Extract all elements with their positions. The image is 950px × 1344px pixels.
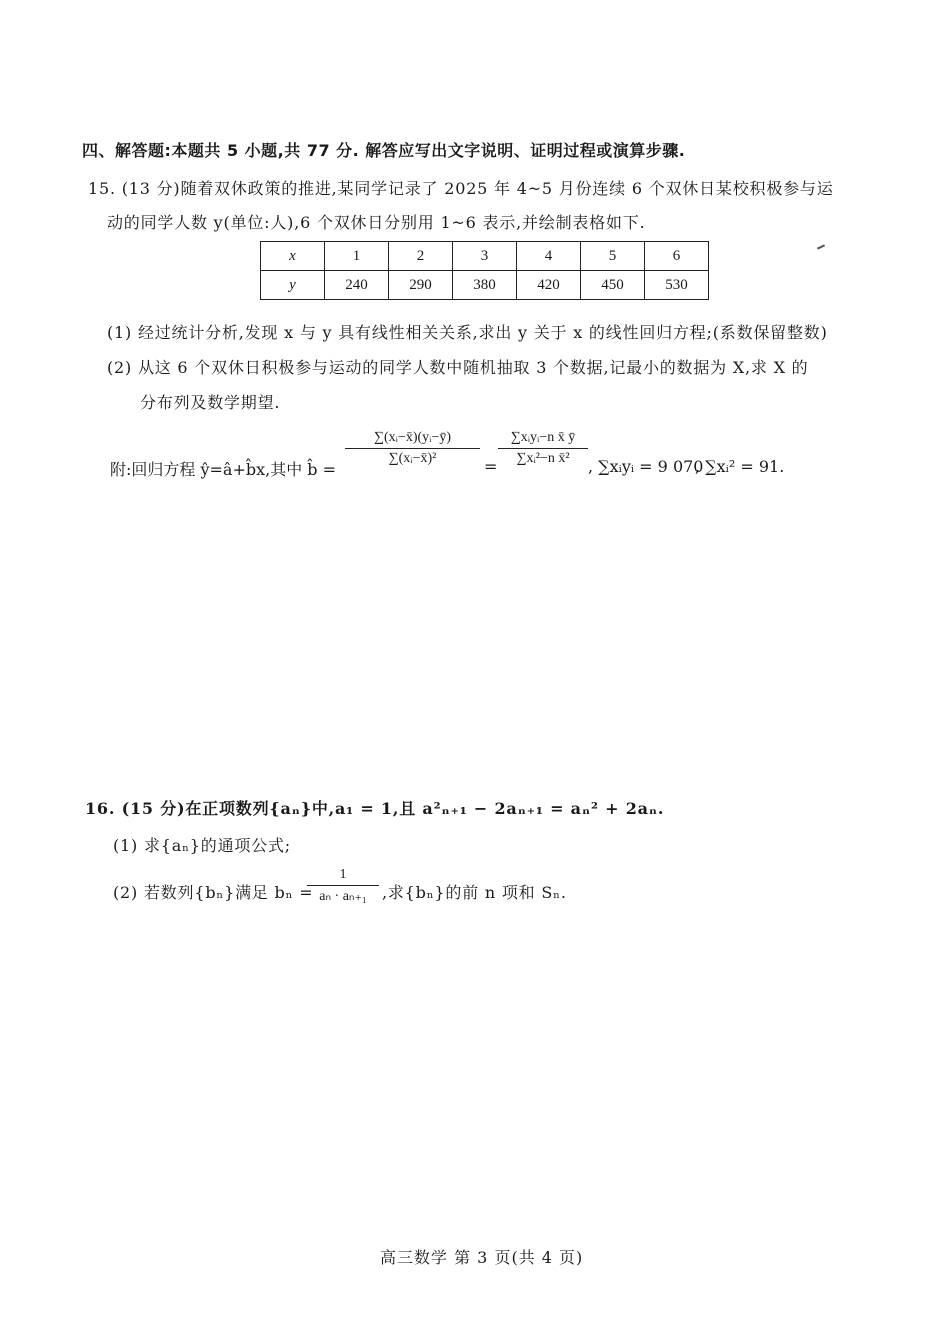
q15-line1: 15. (13 分)随着双休政策的推进,某同学记录了 2025 年 4~5 月份连续 6 个双休日某校积极参与运: [88, 179, 834, 198]
table-cell: 6: [645, 242, 709, 271]
q16-line1: 16. (15 分)在正项数列{aₙ}中,a₁ = 1,且 a²ₙ₊₁ − 2aₙ₊₁ = aₙ² + 2aₙ.: [85, 799, 665, 818]
fraction-denominator: aₙ · aₙ₊₁: [319, 889, 367, 904]
section-heading: 四、解答题:本题共 5 小题,共 77 分. 解答应写出文字说明、证明过程或演算步骤.: [82, 141, 686, 160]
table-row-x: [261, 242, 709, 271]
table-cell: 2: [389, 242, 453, 271]
given-sum-x2: , ∑xᵢ² = 91.: [695, 457, 785, 476]
fraction-numerator: 1: [339, 867, 347, 882]
q16-part2-suffix: ,求{bₙ}的前 n 项和 Sₙ.: [382, 883, 567, 902]
table-cell: 3: [453, 242, 517, 271]
table-cell: 420: [517, 271, 581, 300]
q15-part2-line2: 分布列及数学期望.: [140, 393, 281, 412]
page-footer: 高三数学 第 3 页(共 4 页): [380, 1248, 584, 1267]
table-cell: 530: [645, 271, 709, 300]
fraction-bar: [498, 448, 588, 449]
table-cell: 450: [581, 271, 645, 300]
table-header-y: y: [261, 271, 325, 300]
fraction-bar: [345, 448, 480, 449]
fraction-bar: [307, 885, 379, 886]
regression-fraction-1: [345, 430, 480, 467]
table-cell: 4: [517, 242, 581, 271]
table-row-y: [261, 271, 709, 300]
regression-fraction-2: [498, 430, 588, 467]
table-header-x: x: [261, 242, 325, 271]
q15-part1: (1) 经过统计分析,发现 x 与 y 具有线性相关关系,求出 y 关于 x 的线性回归方程;(系数保留整数): [107, 323, 828, 342]
q16-part2-prefix: (2) 若数列{bₙ}满足 bₙ =: [113, 883, 314, 902]
stray-mark: [817, 244, 825, 249]
q15-part2-line1: (2) 从这 6 个双休日积极参与运动的同学人数中随机抽取 3 个数据,记最小的数据为 X,求 X 的: [107, 358, 809, 377]
table-cell: 380: [453, 271, 517, 300]
table-cell: 240: [325, 271, 389, 300]
equals-sign: =: [484, 457, 498, 476]
fraction-numerator: ∑(xᵢ−x̄)(yᵢ−ȳ): [374, 430, 451, 445]
bn-fraction: [307, 867, 379, 905]
q16-part1: (1) 求{aₙ}的通项公式;: [113, 836, 291, 855]
given-sum-xy: , ∑xᵢyᵢ = 9 070: [588, 457, 704, 476]
q15-line2: 动的同学人数 y(单位:人),6 个双休日分别用 1~6 表示,并绘制表格如下.: [107, 213, 646, 232]
fraction-denominator: ∑xᵢ²−n x̄²: [516, 451, 570, 466]
fraction-denominator: ∑(xᵢ−x̄)²: [388, 451, 437, 466]
appendix-prefix: 附:回归方程 ŷ=â+b̂x,其中 b̂ =: [110, 460, 337, 479]
table-cell: 5: [581, 242, 645, 271]
fraction-numerator: ∑xᵢyᵢ−n x̄ ȳ: [510, 430, 576, 445]
table-cell: 290: [389, 271, 453, 300]
data-table: [260, 241, 709, 300]
table-cell: 1: [325, 242, 389, 271]
